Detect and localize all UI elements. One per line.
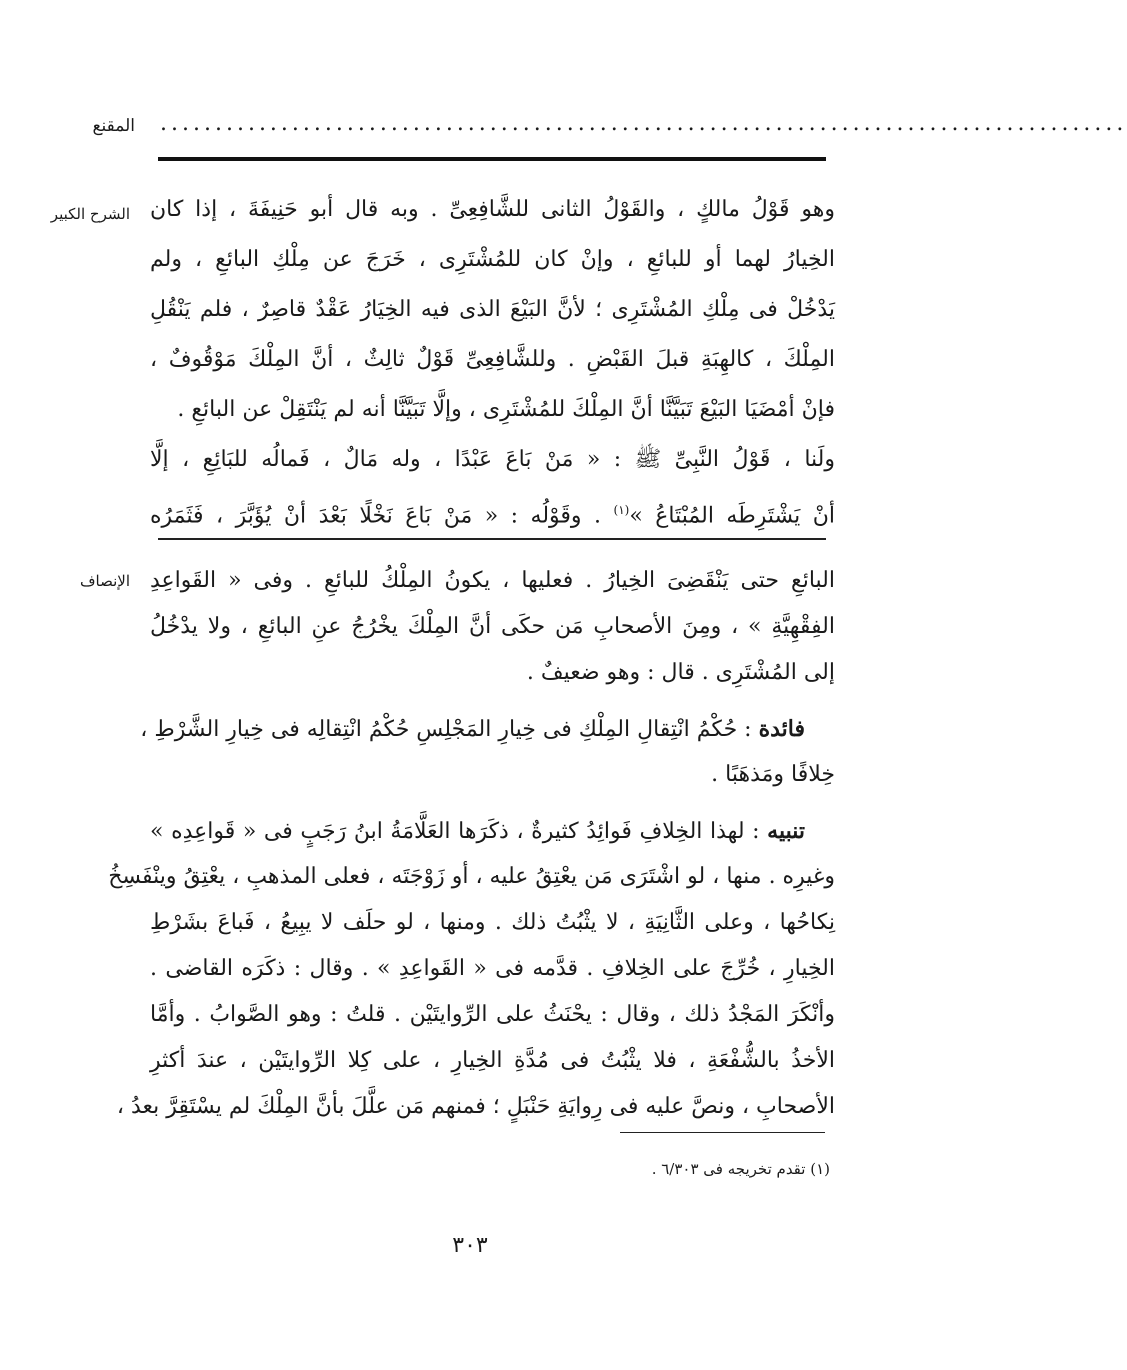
section-divider [158, 538, 826, 540]
text-segment: أنْ يَشْتَرِطَه المُبْتَاعُ » [629, 503, 836, 529]
text-line: وأنْكَرَ المَجْدُ ذلك ، وقال : يحْنَثُ على الرِّوايتَيْن . قلتُ : وهو الصَّوابُ . وأمَّا [150, 1002, 835, 1027]
text-line: يَدْخُلْ فى مِلْكِ المُشْتَرِى ؛ لأنَّ البَيْعَ الذى فيه الخِيَارُ عَقْدٌ قاصِرٌ ، فلم يَنْقُلِ [150, 297, 835, 322]
text-line: نِكاحُها ، وعلى الثَّانِيَةِ ، لا يثْبُتُ ذلك . ومنها ، لو حلَف لا يبِيعُ ، فَباعَ بشَرْطِ [150, 910, 835, 935]
text-line [150, 808, 805, 854]
text-line: الأخذُ بالشُّفْعَةِ ، فلا يثْبُتُ فى مُدَّةِ الخِيارِ ، على كِلا الرِّوايتَيْن ، عندَ أكثرِ [150, 1048, 835, 1073]
tanbih-continuation [108, 854, 835, 1130]
footnote: (١) تقدم تخريجه فى ٦/٣٠٣ . [651, 1160, 830, 1178]
text-line: البائعِ حتى يَنْقَضِىَ الخِيارُ . فعليها ، يكونُ المِلْكُ للبائعِ . وفى « القَواعِدِ [150, 568, 835, 593]
text-line: ولَنا ، قَوْلُ النَّبِىِّ ﷺ : « مَنْ بَاعَ عَبْدًا ، وله مَالٌ ، فَمالُه للبَائِعِ ، إلَّا [150, 447, 835, 472]
tanbih-paragraph [150, 808, 805, 854]
insaf-label: الإنصاف [79, 572, 130, 590]
header-rule [158, 157, 826, 161]
tanbih-label: تنبيه [767, 818, 805, 844]
text-line: وغيرِه . منها ، لو اشْتَرَى مَن يعْتِقُ عليه ، أو زَوْجَتَه ، فعلى المذهبِ ، يعْتِقُ وينْفَسِخُ [108, 864, 835, 889]
faida-paragraph [140, 706, 835, 798]
text-line: الخِيارِ ، خُرِّجَ على الخِلافِ . قدَّمه فى « القَواعِدِ » . وقال : ذكَرَه القاضى . [150, 956, 835, 981]
text-line [150, 485, 835, 535]
text-line: وهو قَوْلُ مالكٍ ، والقَوْلُ الثانى للشَّافِعِىِّ . وبه قال أبو حَنِيفَةَ ، إذا كان [150, 197, 835, 222]
sharh-text [150, 185, 835, 535]
text-line: فإنْ أمْضَيَا البَيْعَ تَبَيَّنَّا أنَّ المِلْكَ للمُشْتَرِى ، وإلَّا تَبَيَّنَّا أنه لم يَنْتَقِلْ عن البائعِ . [177, 397, 835, 422]
text-line: الفِقْهِيَّةِ » ، ومِنَ الأصحابِ مَن حكَى أنَّ المِلْكَ يخْرُجُ عنِ البائعِ ، ولا يدْخُلُ [150, 614, 835, 639]
text-line: المِلْكَ ، كالهِبَةِ قبلَ القَبْضِ . وللشَّافِعِىِّ قَوْلٌ ثالِثٌ ، أنَّ المِلْكَ مَوْقُوفٌ ، [150, 347, 835, 372]
faida-label: فائدة [758, 716, 805, 742]
header-dotted-leader: ........................................................................................ [160, 111, 1127, 136]
footnote-ref: (١) [613, 503, 630, 517]
header-title: المقنع [92, 116, 135, 136]
page-number: ٣٠٣ [452, 1233, 488, 1258]
text-segment: . وقَوْلُه : « مَنْ بَاعَ نَخْلًا بَعْدَ أنْ يُؤَبَّرَ ، فَثَمَرُه [150, 503, 602, 529]
text-line: الأصحابِ ، ونصَّ عليه فى رِوايَةِ حَنْبَلٍ ؛ فمنهم مَن علَّلَ بأنَّ المِلْكَ لم يسْتَقِرَّ بعدُ ، [116, 1094, 835, 1119]
text-segment: : حُكْمُ انْتِقالِ المِلْكِ فى خِيارِ المَجْلِسِ حُكْمُ انْتِقالِه فى خِيارِ الشَّرْطِ ، [140, 717, 752, 742]
text-segment: : لهذا الخِلافِ فَوائِدُ كثيرةٌ ، ذكَرَها العَلَّامَةُ ابنُ رَجَبٍ فى « قَواعِدِه » [150, 819, 760, 844]
sharh-label: الشرح الكبير [50, 205, 130, 223]
text-line [140, 706, 805, 752]
footnote-rule [620, 1132, 825, 1133]
text-line: خِلافًا ومَذهَبًا . [711, 762, 835, 787]
text-line: إلى المُشْتَرِى . قال : وهو ضعيفٌ . [526, 660, 835, 685]
insaf-text [150, 558, 835, 696]
text-line: الخِيارُ لهما أو للبائعِ ، وإنْ كان للمُشْتَرِى ، خَرَجَ عن مِلْكِ البائعِ ، ولم [150, 247, 835, 272]
